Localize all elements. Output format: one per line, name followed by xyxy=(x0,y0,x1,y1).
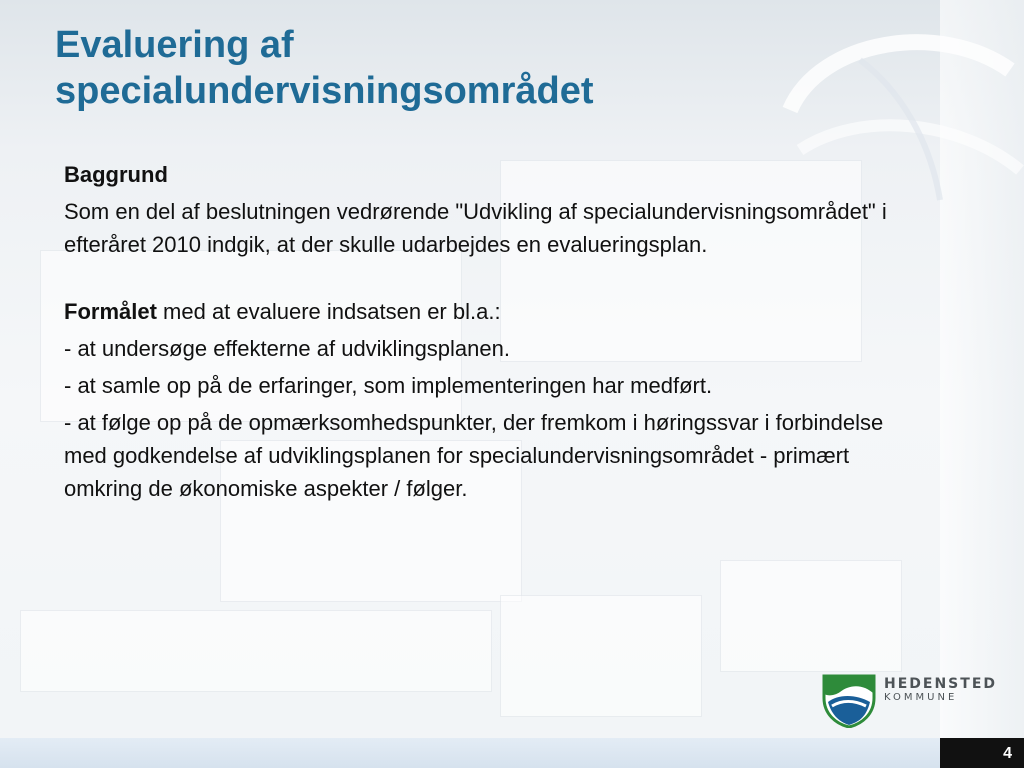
purpose-rest: med at evaluere indsatsen er bl.a.: xyxy=(156,299,501,324)
logo-line-2: KOMMUNE xyxy=(884,692,958,703)
title-line-1: Evaluering af xyxy=(55,24,294,66)
bullet-item: - at undersøge effekterne af udviklingsplanen. xyxy=(64,336,510,361)
slide-title xyxy=(55,22,815,114)
hedensted-logo xyxy=(822,672,1022,730)
page-number: 4 xyxy=(1003,745,1012,762)
slide-body xyxy=(64,158,924,505)
logo-shield-icon xyxy=(822,672,876,728)
logo-text xyxy=(884,676,997,704)
footer-bar xyxy=(0,738,1024,768)
background-paragraph: Som en del af beslutningen vedrørende "Udvikling af specialundervisningsområdet" i efteråret 2010 indgik, at der skulle udarbejdes en evalueringsplan. xyxy=(64,199,887,257)
bullet-item: - at samle op på de erfaringer, som implementeringen har medført. xyxy=(64,373,713,398)
bullet-item: - at følge op på de opmærksomhedspunkter, der fremkom i høringssvar i forbindelse med godkendelse af udviklingsplanen for specialundervisningsområdet - primært omkring de økonomiske aspekter / følger. xyxy=(64,410,884,501)
logo-line-1: HEDENSTED xyxy=(884,676,997,692)
section-heading: Baggrund xyxy=(64,162,168,187)
page-number-box xyxy=(940,738,1024,768)
title-line-2: specialundervisningsområdet xyxy=(55,70,594,112)
purpose-bold: Formålet xyxy=(64,299,157,324)
spacer xyxy=(64,261,924,295)
purpose-line xyxy=(64,295,924,328)
